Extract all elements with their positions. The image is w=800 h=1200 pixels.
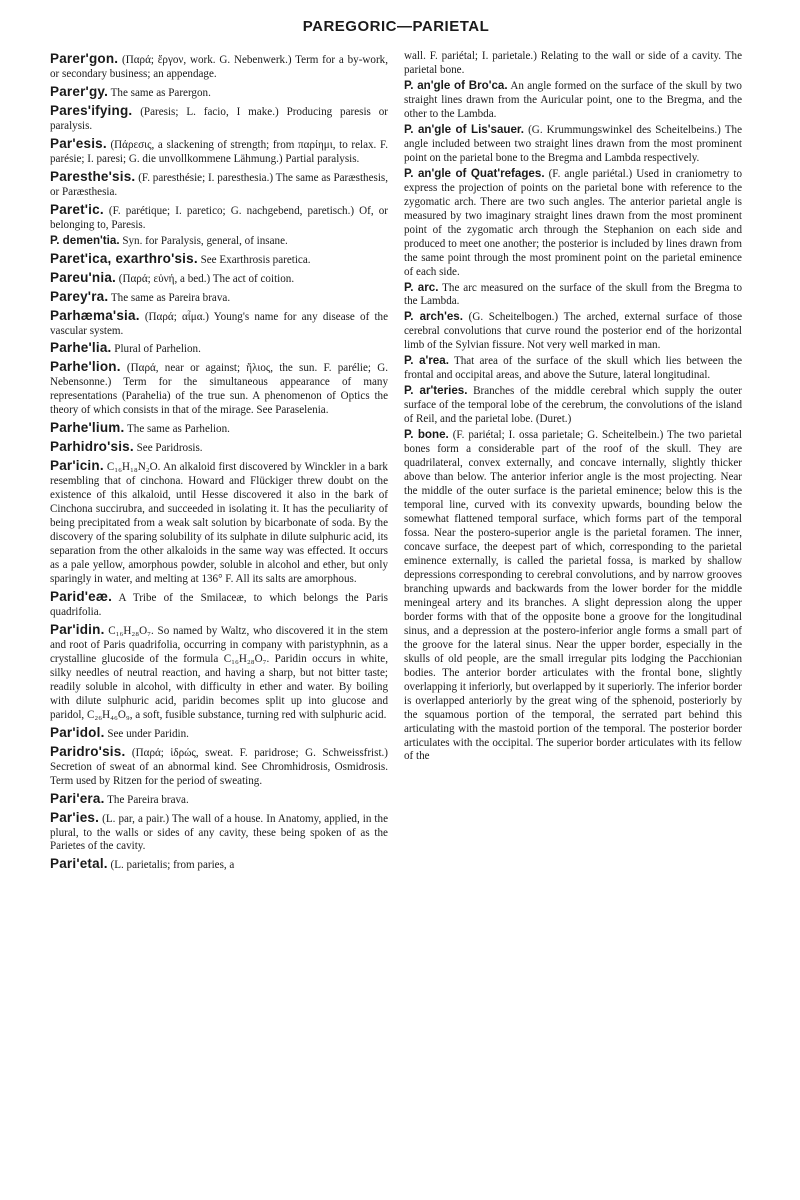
entry-definition: Plural of Parhelion. bbox=[114, 343, 201, 356]
entry-definition: The same as Parhelion. bbox=[127, 423, 230, 436]
entry-definition: Syn. for Paralysis, general, of insane. bbox=[122, 234, 288, 247]
dictionary-entry bbox=[50, 135, 388, 167]
dictionary-entry bbox=[50, 457, 388, 587]
dictionary-entry bbox=[50, 724, 388, 742]
entry-definition: C₁₆H₂₈O₇. So named by Waltz, who discovered it in the stem and root of Paris quadrifolia, occurring in company with paristyphnin, as a crystalline glucoside of the formula C₁₆H₂₈O₇. Paridin occurs in white, silky needles of neutral reaction, and having a sharp, but not bitter taste; readily soluble in alcohol, with difficulty in ether and water. By boiling with dilute sulphuric acid, paridin becomes split up into glucose and paridol, C₂₆H₄₆O₉, a soft, fusible substance, turning red with sulphuric acid. bbox=[50, 624, 388, 721]
entry-headword: Parhe'lion. bbox=[50, 359, 121, 375]
dictionary-entry bbox=[50, 269, 388, 287]
entry-definition: (Παρά; εὐνή, a bed.) The act of coition. bbox=[118, 272, 295, 285]
entry-definition: (Paresis; L. facio, I make.) Producing paresis or paralysis. bbox=[50, 105, 388, 132]
dictionary-entry bbox=[50, 358, 388, 418]
dictionary-entry bbox=[50, 621, 388, 723]
sub-entry-headword: P. a'rea. bbox=[404, 354, 449, 368]
entry-definition: (G. Krummungswinkel des Scheitelbeins.) The angle included between two straight lines drawn from the most prominent point on the parietal bone to the Bregma and Lambda respectively. bbox=[404, 123, 742, 164]
dictionary-entry bbox=[50, 288, 388, 306]
entry-headword: Paridro'sis. bbox=[50, 743, 126, 759]
entry-headword: Parer'gon. bbox=[50, 51, 119, 66]
entry-definition: An angle formed on the surface of the skull by two straight lines drawn from the Auricular point, one to the Bregma, and the other to the Lambda. bbox=[404, 79, 742, 120]
dictionary-entry bbox=[50, 588, 388, 620]
dictionary-entry bbox=[404, 281, 742, 310]
entry-definition: (F. pariétal; I. ossa parietale; G. Scheitelbein.) The two parietal bones form a considerable part of the roof of the skull. They are quadrilateral, convex externally, and concave internally, slightly thicker above than below. The anterior inferior angle is the most projecting. Near the middle of the outer surface is the parietal eminence; below this is the temporal line, curved with its convexity upwards, bounding below the somewhat flattened temporal surface, which forms part of the temporal fossa. Near the postero-superior angle is the parietal foramen. The inner, concave surface, the deepest part of which, corresponding to the parietal eminence externally, is called the parietal fossa, is marked by shallow depressions corresponding to cerebral convolutions, and by narrow grooves branching upwards and backwards from the lower border for the middle meningeal artery and its branches. A slight depression along the upper border forms with that of the opposite bone a groove for the longitudinal sinus, and a depression at the postero-inferior angle forms a small part of the groove for the lateral sinus. Near the upper border, especially in the skulls of old people, are the small irregular pits lodging the Pacchionian bodies. The anterior border articulates with the frontal bone, slightly overlapping it inferiorly, but overlapped by it superiorly. The inferior border is overlapped anteriorly by the great wing of the sphenoid, posteriorly by the squamous portion of the temporal, the serrated part behind this articulating with the mastoid portion of the temporal. The posterior border articulates with the occipital. The superior border articulates with its fellow of the bbox=[404, 429, 742, 763]
dictionary-entry bbox=[404, 167, 742, 280]
entry-definition: (L. parietalis; from paries, a bbox=[110, 859, 235, 872]
dictionary-entry bbox=[50, 168, 388, 200]
dictionary-entry bbox=[50, 339, 388, 357]
left-column bbox=[50, 50, 388, 874]
entry-headword: Parhæma'sia. bbox=[50, 307, 140, 323]
dictionary-entry bbox=[50, 102, 388, 134]
dictionary-entry bbox=[404, 354, 742, 383]
sub-entry-headword: P. arc. bbox=[404, 280, 439, 294]
dictionary-entry bbox=[50, 790, 388, 808]
entry-headword: Parid'eæ. bbox=[50, 588, 113, 604]
entry-definition: (L. par, a pair.) The wall of a house. In Anatomy, applied, in the plural, to the walls or sides of any cavity, these being spoken of as the Parietes of the cavity. bbox=[50, 812, 388, 853]
entry-headword: Par'esis. bbox=[50, 135, 107, 151]
dictionary-entry bbox=[50, 50, 388, 82]
dictionary-entry bbox=[50, 438, 388, 456]
entry-definition: See Exarthrosis paretica. bbox=[200, 253, 311, 266]
dictionary-entry bbox=[404, 50, 742, 78]
dictionary-entry bbox=[404, 123, 742, 166]
entry-definition: (F. angle pariétal.) Used in craniometry to express the projection of points on the parietal bone with reference to the zygomatic arch. There are two such angles. The anterior parietal angle is measured by two imaginary straight lines drawn from the most prominent point of the zygomatic arch through the Stephanion on each side and produced to meet one another; the posterior is included by lines drawn from the same point through the most prominent point on the parietal eminence of each side. bbox=[404, 167, 742, 278]
entry-headword: Par'idin. bbox=[50, 621, 105, 637]
entry-definition: See under Paridin. bbox=[107, 727, 189, 740]
entry-definition: (Παρά; αἷμα.) Young's name for any disease of the vascular system. bbox=[50, 310, 388, 337]
entry-definition: C₁₆H₁₈N₂O. An alkaloid first discovered by Winckler in a bark resembling that of cinchona. Howard and Flückiger threw doubt on the existence of this alkaloid, until Hesse discovered it also in the bark of Cinchona succirubra, and succeeded in isolating it. It has the peculiarity of being precipitated from a weak salt solution by bicarbonate of soda. By the discovery of the sparing solubility of its sulphate in dilute sulphuric acid, its separation from the other alkaloids in the same way was effected. It occurs as a pale yellow, amorphous powder, soluble in alcohol and ether, but only sparingly in water, and melting at 136° F. All its salts are amorphous. bbox=[50, 461, 388, 585]
sub-entry-headword: P. ar'teries. bbox=[404, 384, 468, 398]
entry-definition: Branches of the middle cerebral which supply the outer surface of the temporal lobe of the cerebrum, the convolutions of the island of Reil, and the parietal lobe. (Duret.) bbox=[404, 385, 742, 426]
entry-headword: Pareu'nia. bbox=[50, 269, 116, 285]
entry-headword: Par'ies. bbox=[50, 809, 100, 825]
sub-entry-headword: P. bone. bbox=[404, 428, 449, 442]
entry-headword: Paresthe'sis. bbox=[50, 168, 136, 184]
sub-entry-headword: P. an'gle of Bro'ca. bbox=[404, 78, 508, 92]
entry-definition: The same as Parergon. bbox=[110, 86, 211, 99]
sub-entry-headword: P. arch'es. bbox=[404, 310, 463, 324]
entry-definition: (F. parétique; I. paretico; G. nachgebend, paretisch.) Of, or belonging to, Paresis. bbox=[50, 204, 388, 231]
entry-headword: Pari'etal. bbox=[50, 856, 108, 872]
right-column bbox=[404, 50, 742, 874]
dictionary-entry bbox=[50, 234, 388, 249]
dictionary-entry bbox=[404, 384, 742, 427]
entry-definition: A Tribe of the Smilaceæ, to which belongs the Paris quadrifolia. bbox=[50, 591, 388, 618]
dictionary-entry bbox=[404, 79, 742, 122]
entry-headword: Parer'gy. bbox=[50, 83, 109, 99]
entry-headword: Paret'ica, exarthro'sis. bbox=[50, 250, 198, 266]
entry-definition: (F. paresthésie; I. paresthesia.) The same as Paræsthesis, or Paræsthesia. bbox=[50, 171, 388, 198]
columns bbox=[50, 50, 742, 874]
entry-headword: Parey'ra. bbox=[50, 288, 109, 304]
entry-headword: Paret'ic. bbox=[50, 201, 104, 217]
sub-entry-headword: P. an'gle of Quat'refages. bbox=[404, 166, 545, 180]
entry-definition: (Παρά, near or against; ἥλιος, the sun. F. parélie; G. Nebensonne.) Term for the simultaneous appearance of many representations (Parahelia) of the true sun. A phenomenon of Optics the theory of which consists in that of the mirage. See Paraselenia. bbox=[50, 362, 388, 417]
entry-definition: (G. Scheitelbogen.) The arched, external surface of those cerebral convolutions that curve round the posterior end of the horizontal limb of the Sylvian fissure. Not very well marked in man. bbox=[404, 311, 742, 352]
entry-definition: wall. F. pariétal; I. parietale.) Relating to the wall or side of a cavity. The parietal bone. bbox=[404, 50, 742, 76]
sub-entry-headword: P. an'gle of Lis'sauer. bbox=[404, 122, 525, 136]
entry-definition: The Pareira brava. bbox=[107, 793, 189, 806]
sub-entry-headword: P. demen'tia. bbox=[50, 233, 120, 247]
entry-headword: Par'icin. bbox=[50, 458, 104, 474]
entry-headword: Par'idol. bbox=[50, 724, 105, 740]
entry-headword: Parhidro'sis. bbox=[50, 439, 134, 455]
entry-definition: See Paridrosis. bbox=[136, 442, 203, 455]
entry-headword: Parhe'lium. bbox=[50, 420, 125, 436]
dictionary-entry bbox=[404, 310, 742, 353]
dictionary-entry bbox=[50, 809, 388, 855]
entry-definition: The arc measured on the surface of the skull from the Bregma to the Lambda. bbox=[404, 281, 743, 308]
dictionary-entry bbox=[50, 307, 388, 339]
running-head: PAREGORIC—PARIETAL bbox=[302, 18, 490, 35]
dictionary-entry bbox=[50, 743, 388, 789]
entry-definition: (Πάρεσις, a slackening of strength; from παρίημι, to relax. F. parésie; I. paresi; G. die unvollkommene Lähmung.) Partial paralysis. bbox=[50, 138, 388, 165]
dictionary-entry bbox=[50, 201, 388, 233]
entry-definition: (Παρά; ἔργον, work. G. Nebenwerk.) Term for a by-work, or secondary business; an appendage. bbox=[50, 54, 388, 80]
dictionary-entry bbox=[50, 855, 388, 873]
entry-headword: Pares'ifying. bbox=[50, 102, 133, 118]
dictionary-entry bbox=[50, 83, 388, 101]
entry-headword: Parhe'lia. bbox=[50, 340, 112, 356]
entry-headword: Pari'era. bbox=[50, 790, 105, 806]
entry-definition: The same as Pareira brava. bbox=[110, 291, 231, 304]
dictionary-entry bbox=[50, 419, 388, 437]
dictionary-entry bbox=[50, 250, 388, 268]
entry-definition: (Παρά; ἱδρώς, sweat. F. paridrose; G. Schweissfrist.) Secretion of sweat of an abnormal kind. See Chromhidrosis, Osmidrosis. Term used by Ritzen for the period of sweating. bbox=[50, 746, 388, 787]
entry-definition: That area of the surface of the skull which lies between the frontal and occipital areas, and above the Suture, lateral longitudinal. bbox=[404, 355, 743, 382]
dictionary-entry bbox=[404, 428, 742, 764]
